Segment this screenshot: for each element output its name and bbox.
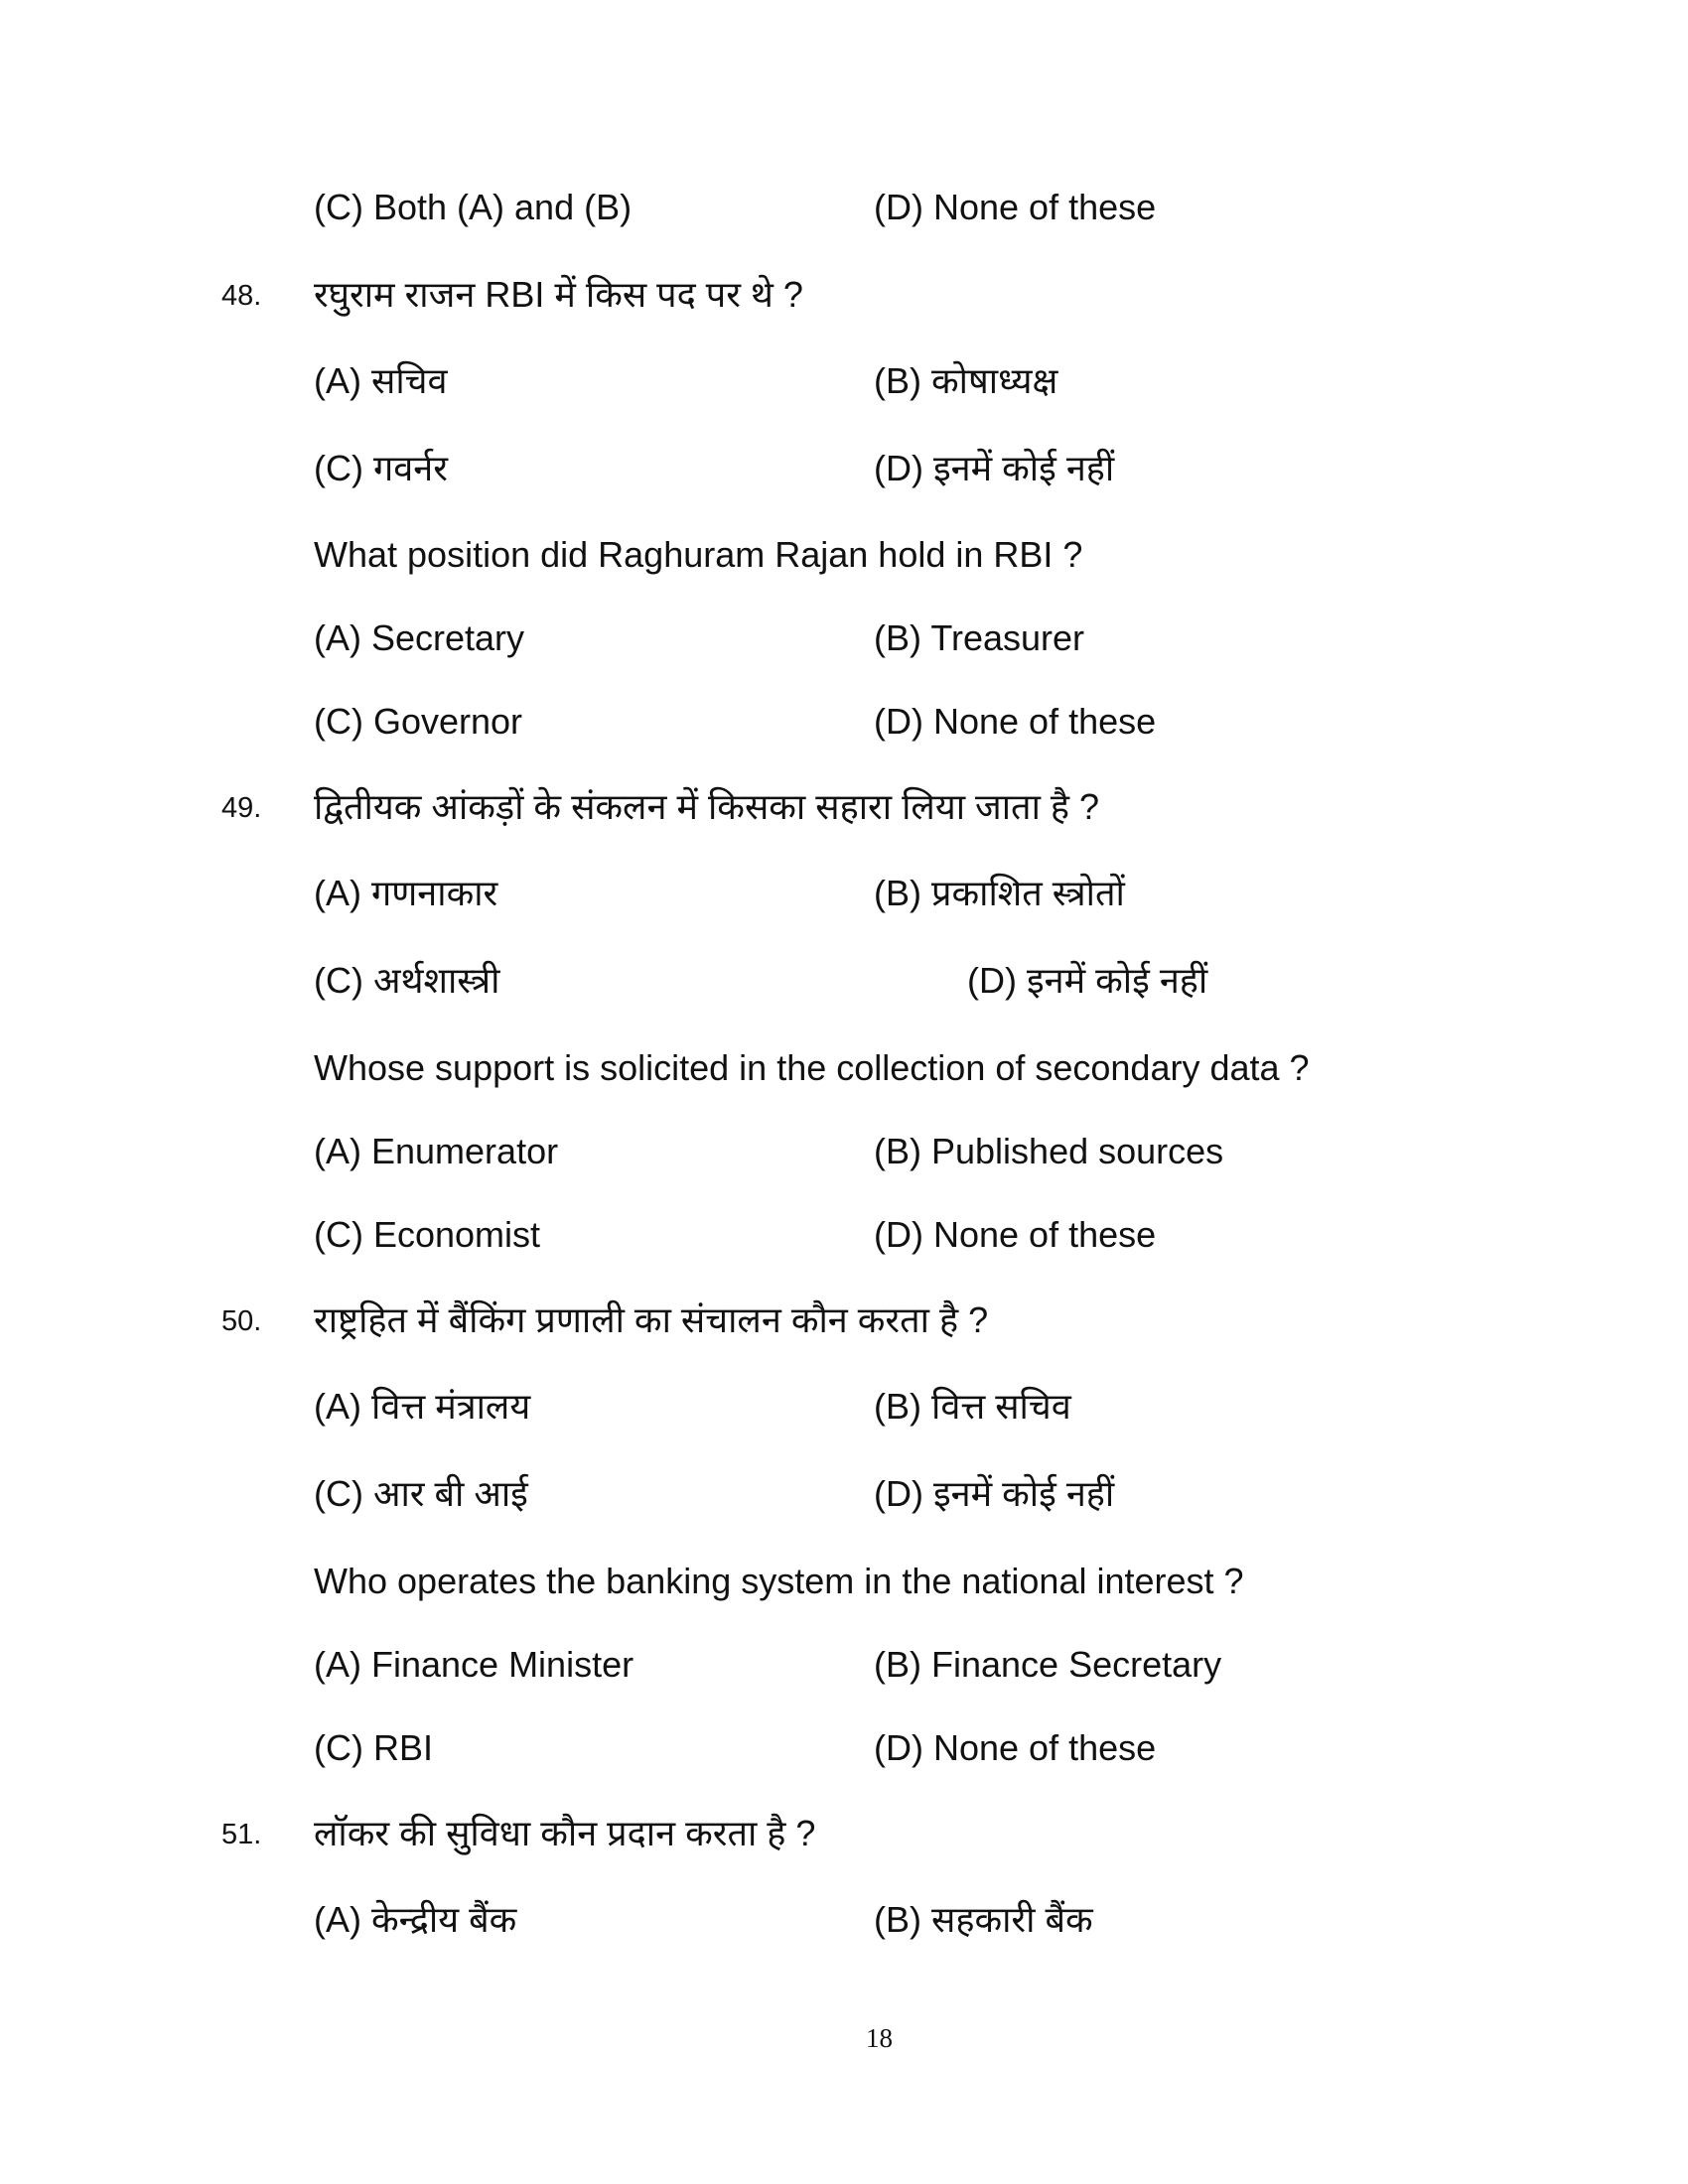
question-number: 49. xyxy=(221,792,262,824)
question-text-hindi: द्वितीयक आंकड़ों के संकलन में किसका सहारा लिया जाता है ? xyxy=(314,786,1100,827)
option-b-english: (B) Treasurer xyxy=(874,617,1085,658)
question-number: 51. xyxy=(221,1819,262,1850)
option-c-hindi: (C) गवर्नर xyxy=(314,448,448,488)
option-c-english: (C) RBI xyxy=(314,1727,433,1768)
question-text-hindi: राष्ट्रहित में बैंकिंग प्रणाली का संचालन कौन करता है ? xyxy=(314,1299,989,1340)
question-text-hindi: लॉकर की सुविधा कौन प्रदान करता है ? xyxy=(314,1813,816,1853)
option-b-hindi: (B) प्रकाशित स्त्रोतों xyxy=(874,873,1125,913)
option-a-hindi: (A) केन्द्रीय बैंक xyxy=(314,1899,517,1940)
page-number: 18 xyxy=(866,2023,893,2053)
question-text-english: Who operates the banking system in the national interest ? xyxy=(314,1561,1244,1601)
question-text-hindi: रघुराम राजन RBI में किस पद पर थे ? xyxy=(314,274,803,315)
option-d-hindi: (D) इनमें कोई नहीं xyxy=(874,1473,1115,1514)
option-c-english: (C) Economist xyxy=(314,1214,541,1255)
question-text-english: Whose support is solicited in the collection of secondary data ? xyxy=(314,1047,1310,1088)
question-number: 50. xyxy=(221,1305,262,1337)
option-c-english: (C) Governor xyxy=(314,701,523,742)
option-b-english: (B) Finance Secretary xyxy=(874,1644,1222,1685)
option-d-english: (D) None of these xyxy=(874,701,1157,742)
option-a-english: (A) Secretary xyxy=(314,617,525,658)
option-a-english: (A) Enumerator xyxy=(314,1131,559,1171)
option-d-english: (D) None of these xyxy=(874,1214,1157,1255)
option-b-hindi: (B) वित्त सचिव xyxy=(874,1386,1071,1427)
option-b-hindi: (B) सहकारी बैंक xyxy=(874,1899,1093,1940)
option-a-hindi: (A) वित्त मंत्रालय xyxy=(314,1386,531,1427)
option-d-hindi: (D) इनमें कोई नहीं xyxy=(967,960,1208,1001)
option-b-english: (B) Published sources xyxy=(874,1131,1224,1171)
option-a-hindi: (A) गणनाकार xyxy=(314,873,498,913)
option-b-hindi: (B) कोषाध्यक्ष xyxy=(874,360,1058,401)
prev-question-option-c: (C) Both (A) and (B) xyxy=(314,187,633,227)
prev-question-option-d: (D) None of these xyxy=(874,187,1157,227)
option-d-hindi: (D) इनमें कोई नहीं xyxy=(874,448,1115,488)
question-text-english: What position did Raghuram Rajan hold in RBI ? xyxy=(314,534,1083,575)
option-c-hindi: (C) आर बी आई xyxy=(314,1473,528,1514)
option-c-hindi: (C) अर्थशास्त्री xyxy=(314,960,500,1001)
option-d-english: (D) None of these xyxy=(874,1727,1157,1768)
option-a-hindi: (A) सचिव xyxy=(314,360,448,401)
question-number: 48. xyxy=(221,280,262,312)
option-a-english: (A) Finance Minister xyxy=(314,1644,634,1685)
